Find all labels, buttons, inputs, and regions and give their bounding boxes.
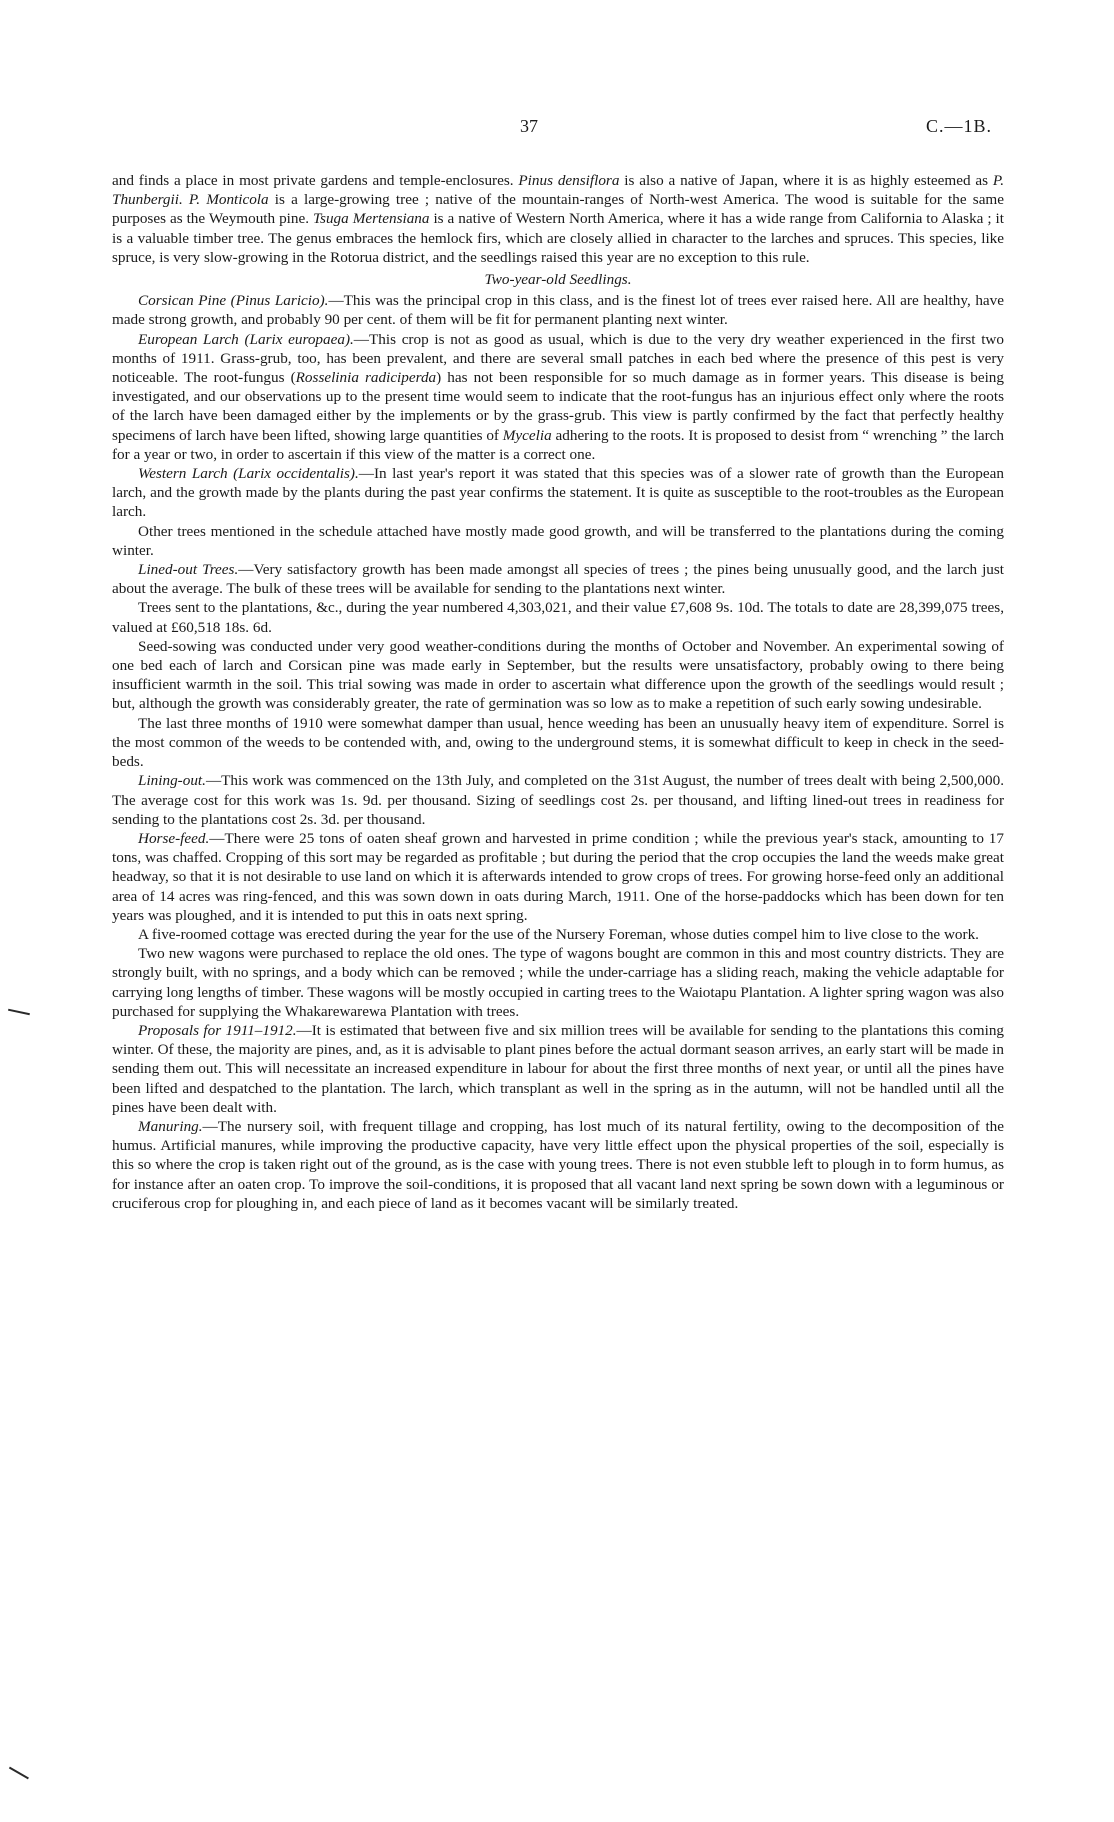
paragraph-horse-feed: Horse-feed.—There were 25 tons of oaten sheaf grown and harvested in prime condition ; while the previous year's stack, amounting to 17 tons, was chaffed. Cropping of this sort may be regarded as profitable ; but during the period that the crop occupies the land the weeds make great headway, so that it is not desirable to use land on which it is afterwards intended to grow crops of trees. For growing horse-feed only an additional area of 14 acres was ring-fenced, and this was sown down in oats during March, 1911. One of the horse-paddocks which has been down for ten years was ploughed, and it is intended to put this in oats next spring. <box>112 829 1004 924</box>
paragraph-wagons: Two new wagons were purchased to replace the old ones. The type of wagons bought are common in this and most country districts. They are strongly built, with no springs, and a body which can be removed ; while the under-carriage has a sliding reach, making the vehicle adaptable for carrying long lengths of timber. These wagons will be mostly occupied in carting trees to the Waiotapu Plantation. A lighter spring wagon was also purchased for supplying the Whakarewarewa Plantation with trees. <box>112 945 1004 1020</box>
document-reference: C.—1B. <box>926 116 993 136</box>
paragraph-cottage: A five-roomed cottage was erected during the year for the use of the Nursery Foreman, whose duties compel him to live close to the work. <box>138 925 979 943</box>
paragraph-corsican-pine: Corsican Pine (Pinus Laricio).—This was the principal crop in this class, and is the finest lot of trees ever raised here. All are healthy, have made strong growth, and probably 90 per cent. of them will be fit for permanent planting next winter. <box>112 292 1004 329</box>
paragraph-proposals: Proposals for 1911–1912.—It is estimated that between five and six million trees will be available for sending to the plantations this coming winter. Of these, the majority are pines, and, as it is advisable to plant pines before the actual dormant season arrives, an early start will be made in sending them out. This will necessitate an increased expenditure in labour for about the first three months of next year, or until all the pines have been lifted and despatched to the plantation. The larch, which transplant as well in the spring as in the autumn, will not be handled until all the pines have been dealt with. <box>112 1021 1005 1116</box>
paragraph-other-trees: Other trees mentioned in the schedule attached have mostly made good growth, and will be transferred to the plantations during the coming winter. <box>112 522 1004 559</box>
body-text <box>112 171 1004 1213</box>
page-number: 37 <box>520 116 538 136</box>
paragraph-lining-out: Lining-out.—This work was commenced on the 13th July, and completed on the 31st August, the number of trees dealt with being 2,500,000. The average cost for this work was 1s. 9d. per thousand. Sizing of seedlings cost 2s. per thousand, and lifting lined-out trees in readiness for sending to the plantations cost 2s. 3d. per thousand. <box>112 772 1004 828</box>
paragraph-european-larch: European Larch (Larix europaea).—This crop is not as good as usual, which is due to the very dry weather experienced in the first two months of 1911. Grass-grub, too, has been prevalent, and there are several small patches in each bed where the presence of this pest is very noticeable. The root-fungus (Rosselinia radiciperda) has not been responsible for so much damage as in former years. This disease is being investigated, and our observations up to the present time would seem to indicate that the root-fungus has an injurious effect only where the roots of the larch have been damaged either by the implements or by the grass-grub. This view is partly confirmed by the fact that perfectly healthy specimens of larch have been lifted, showing large quantities of Mycelia adhering to the roots. It is proposed to desist from “ wrenching ” the larch for a year or two, in order to ascertain if this view of the matter is a correct one. <box>112 330 1004 463</box>
margin-mark <box>9 1767 29 1779</box>
paragraph-western-larch: Western Larch (Larix occidentalis).—In last year's report it was stated that this species was of a slower rate of growth than the European larch, and the growth made by the plants during the past year confirms the statement. It is quite as susceptible to the root-troubles as the European larch. <box>112 465 1004 521</box>
paragraph-trees-sent: Trees sent to the plantations, &c., during the year numbered 4,303,021, and their value £7,608 9s. 10d. The totals to date are 28,399,075 trees, valued at £60,518 18s. 6d. <box>112 599 1004 636</box>
paragraph-seed-sowing: Seed-sowing was conducted under very good weather-conditions during the months of October and November. An experimental sowing of one bed each of larch and Corsican pine was made early in September, but the results were unsatisfactory, probably owing to there being insufficient warmth in the soil. This trial sowing was made in order to ascertain what difference upon the growth of the seedlings would result ; but, although the growth was considerably greater, the rate of germination was so low as to make a repetition of such early sowing undesirable. <box>112 637 1004 713</box>
paragraph-species-notes: and finds a place in most private gardens and temple-enclosures. Pinus densiflora is also a native of Japan, where it is as highly esteemed as P. Thunbergii. P. Monticola is a large-growing tree ; native of the mountain-ranges of North-west America. The wood is suitable for the same purposes as the Weymouth pine. Tsuga Mertensiana is a native of Western North America, where it has a wide range from California to Alaska ; it is a valuable timber tree. The genus embraces the hemlock firs, which are closely allied in character to the larches and spruces. This species, like spruce, is very slow-growing in the Rotorua district, and the seedlings raised this year are no exception to this rule. <box>112 172 1005 266</box>
paragraph-lined-out-trees: Lined-out Trees.—Very satisfactory growth has been made amongst all species of trees ; the pines being unusually good, and the larch just about the average. The bulk of these trees will be available for sending to the plantations next winter. <box>112 561 1005 598</box>
margin-mark <box>8 1009 30 1015</box>
paragraph-weeding: The last three months of 1910 were somewhat damper than usual, hence weeding has been an unusually heavy item of expenditure. Sorrel is the most common of the weeds to be contended with, and, owing to the underground stems, it is somewhat difficult to keep in check in the seed-beds. <box>112 714 1004 771</box>
paragraph-manuring: Manuring.—The nursery soil, with frequent tillage and cropping, has lost much of its natural fertility, owing to the decomposition of the humus. Artificial manures, while improving the productive capacity, have very little effect upon the physical properties of the soil, especially is this so where the crop is taken right out of the ground, as is the case with young trees. There is not even stubble left to plough in to form humus, as for instance after an oaten crop. To improve the soil-conditions, it is proposed that all vacant land next spring be sown down with a leguminous or cruciferous crop for ploughing in, and each piece of land as it becomes vacant will be similarly treated. <box>112 1117 1004 1212</box>
section-heading: Two-year-old Seedlings. <box>484 271 632 289</box>
